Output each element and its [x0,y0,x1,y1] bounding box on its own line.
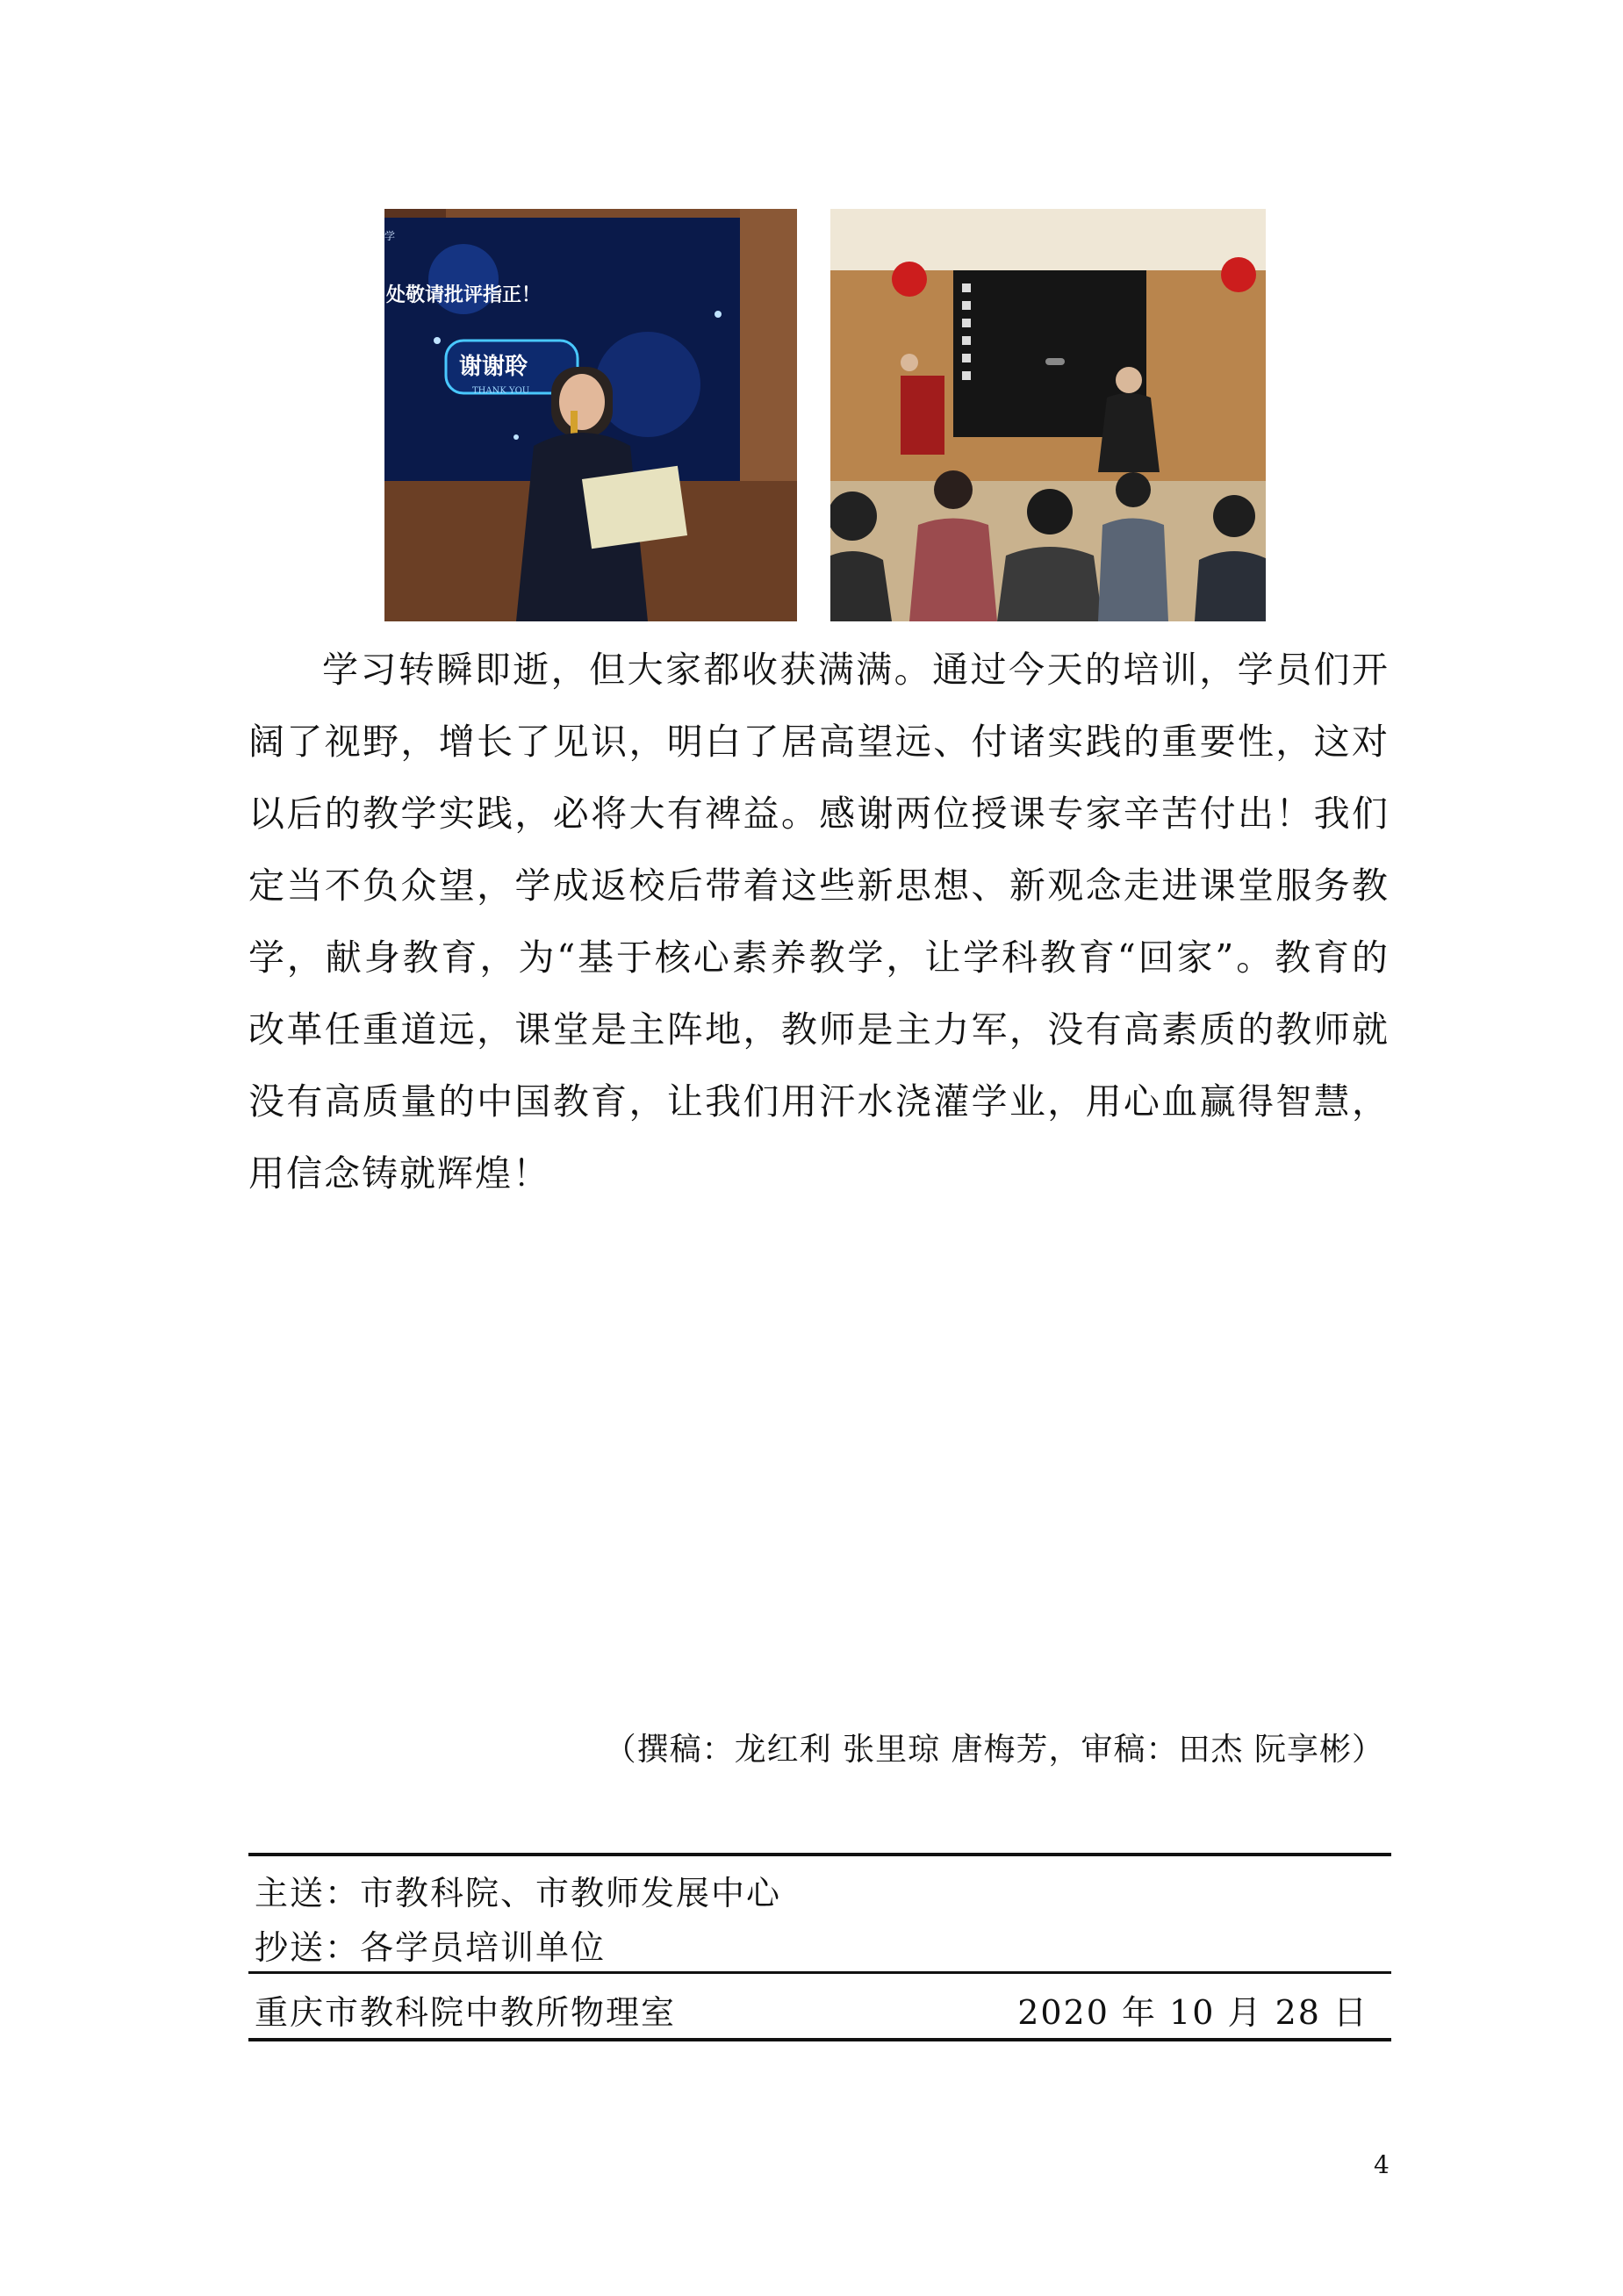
slide-subtitle: THANK YOU [472,386,530,396]
recipient-copy: 抄送：各学员培训单位 [255,1928,607,1967]
footer-rule-top [248,1853,1391,1856]
body-paragraph: 学习转瞬即逝，但大家都收获满满。通过今天的培训，学员们开阔了视野，增长了见识，明白了居高望远、付诸实践的重要性，这对以后的教学实践，必将大有裨益。感谢两位授课专家辛苦付出！我们定当不负众望，学成返校后带着这些新思想、新观念走进课堂服务教学，献身教育，为“基于核心素养教学，让学科教育“回家”。教育的改革任重道远，课堂是主阵地，教师是主力军，没有高素质的教师就没有高质量的中国教育，让我们用汗水浇灌学业，用心血赢得智慧，用信念铸就辉煌！ [248,649,1390,1195]
classroom-photo-right [830,209,1266,621]
author-credit: （撰稿：龙红利 张里琼 唐梅芳，审稿：田杰 阮享彬） [604,1732,1384,1768]
page-number: 4 [1374,2150,1390,2179]
recipient-main: 主送：市教科院、市教师发展中心 [255,1874,782,1912]
slide-title: 谢谢聆 [459,354,528,380]
footer-rule-bottom [248,2038,1391,2041]
issuing-office: 重庆市教科院中教所物理室 [255,1993,677,2032]
slide-text: 处敬请批评指正！ [386,283,542,306]
issue-date: 2020 年 10 月 28 日 [1017,1993,1368,2032]
speaker-photo-left [384,209,797,621]
footer-rule-middle [248,1971,1391,1974]
slide-corner-text: 学 [384,230,396,242]
